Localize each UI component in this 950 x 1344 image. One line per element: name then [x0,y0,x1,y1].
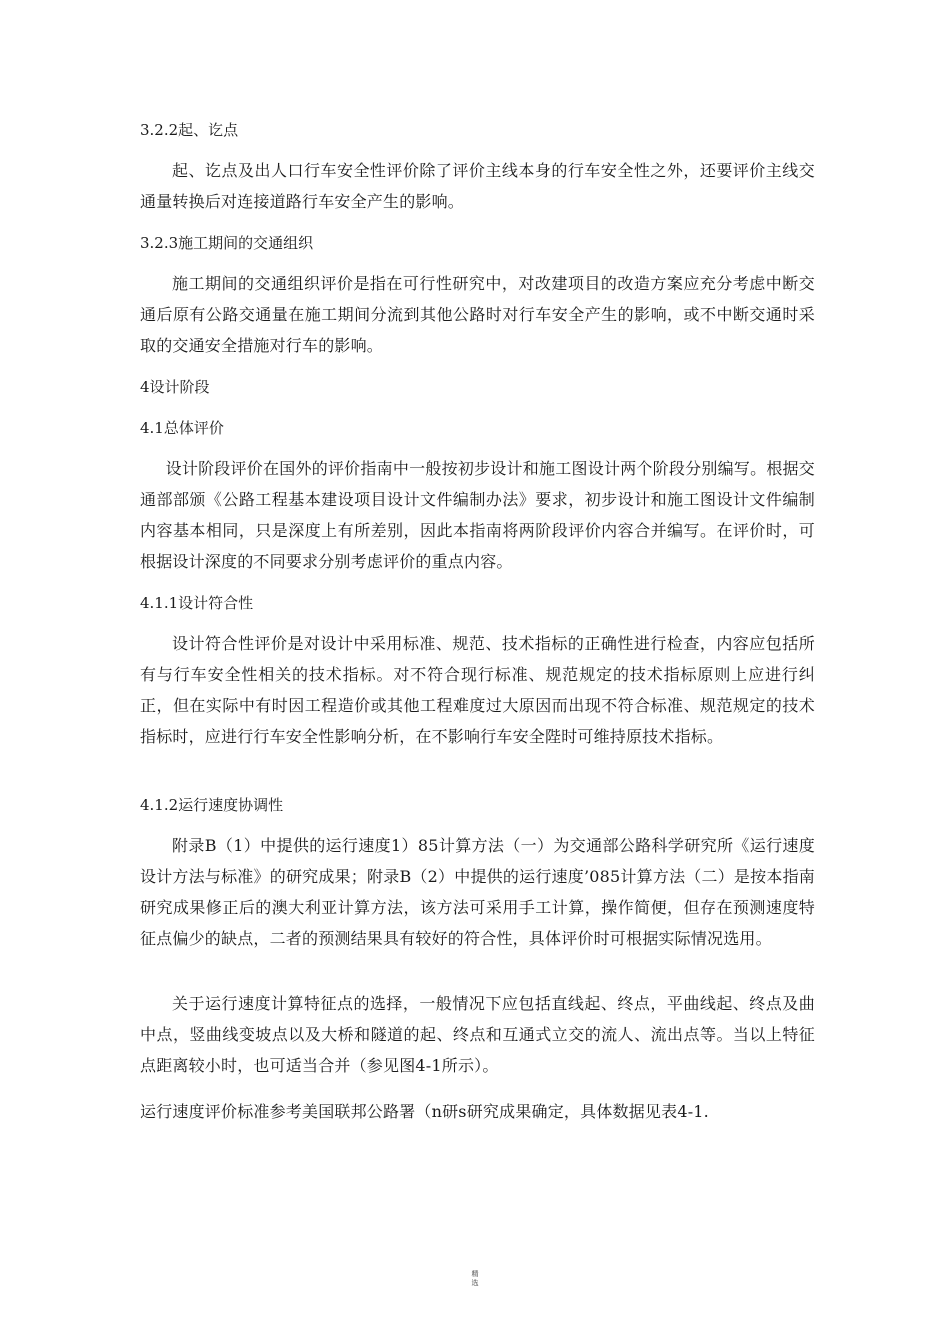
footer-line-1: 精 [471,1270,479,1278]
heading-3-2-2: 3.2.2起、讫点 [140,121,239,139]
paragraph-4-1-2-a: 附录B（1）中提供的运行速度1）85计算方法（一）为交通部公路科学研究所《运行速度设计方法与标准》的研究成果；附录B（2）中提供的运行速度’085计算方法（二）是按本指南研究成果修正后的澳大利亚计算方法，该方法可采用手工计算，操作简便，但存在预测速度特征点偏少的缺点，二者的预测结果具有较好的符合性，具体评价时可根据实际情况选用。 [140,836,815,948]
heading-4-1-1: 4.1.1设计符合性 [140,594,254,612]
paragraph-4-1-2-b: 关于运行速度计算特征点的选择，一般情况下应包括直线起、终点，平曲线起、终点及曲中点，竖曲线变坡点以及大桥和隧道的起、终点和互通式立交的流人、流出点等。当以上特征点距离较小时，也可适当合并（参见图4-1所示）。 [140,994,815,1075]
heading-4-1: 4.1总体评价 [140,419,224,437]
page-footer [0,1270,950,1288]
paragraph-4-1-1: 设计符合性评价是对设计中采用标准、规范、技术指标的正确性进行检查，内容应包括所有与行车安全性相关的技术指标。对不符合现行标准、规范规定的技术指标原则上应进行纠正，但在实际中有时因工程造价或其他工程难度过大原因而出现不符合标准、规范规定的技术指标时，应进行行车安全性影响分析，在不影响行车安全陛时可维持原技术指标。 [140,634,815,746]
heading-4-1-2: 4.1.2运行速度协调性 [140,796,284,814]
paragraph-3-2-2: 起、讫点及出人口行车安全性评价除了评价主线本身的行车安全性之外，还要评价主线交通量转换后对连接道路行车安全产生的影响。 [140,161,815,211]
heading-3-2-3: 3.2.3施工期间的交通组织 [140,234,314,252]
heading-4: 4设计阶段 [140,378,210,396]
footer-line-2: 选 [471,1279,479,1287]
paragraph-4-1: 设计阶段评价在国外的评价指南中一般按初步设计和施工图设计两个阶段分别编写。根据交通部部颁《公路工程基本建设项目设计文件编制办法》要求，初步设计和施工图设计文件编制内容基本相同，只是深度上有所差别，因此本指南将两阶段评价内容合并编写。在评价时，可根据设计深度的不同要求分别考虑评价的重点内容。 [140,459,815,571]
paragraph-4-1-2-c: 运行速度评价标准参考美国联邦公路署（n研s研究成果确定，具体数据见表4-1. [140,1102,709,1121]
paragraph-3-2-3: 施工期间的交通组织评价是指在可行性研究中，对改建项目的改造方案应充分考虑中断交通后原有公路交通量在施工期间分流到其他公路时对行车安全产生的影响，或不中断交通时采取的交通安全措施对行车的影响。 [140,274,815,355]
